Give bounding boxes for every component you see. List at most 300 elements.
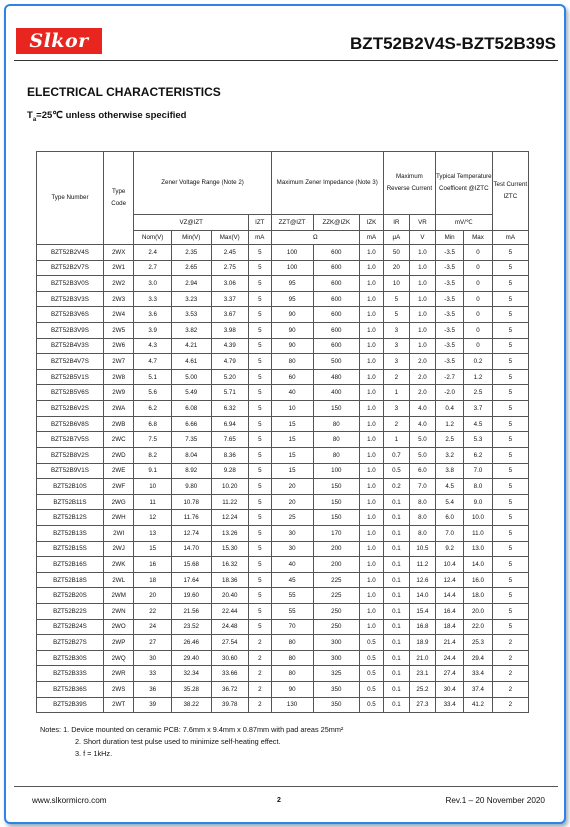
cell-izt: 5 [248,401,271,417]
table-row [37,510,529,526]
cell-vz-nom: 3.0 [134,276,171,292]
cell-zzt: 90 [271,682,313,698]
sub-zzk: ZZK@IZK [313,215,359,231]
cell-type-code: 2W5 [103,323,134,339]
cell-test-current: 5 [492,385,528,401]
cell-zzt: 25 [271,510,313,526]
cell-izk: 1.0 [360,323,384,339]
cell-izt: 5 [248,323,271,339]
cell-ir: 0.1 [383,572,409,588]
cell-zzk: 600 [313,245,359,261]
table-row [37,572,529,588]
cell-vr: 21.0 [409,650,435,666]
cell-vz-min: 2.94 [171,276,211,292]
cell-tc-max: 0 [464,291,492,307]
cell-zzk: 300 [313,635,359,651]
cell-vz-nom: 4.7 [134,354,171,370]
cell-izk: 1.0 [360,619,384,635]
cell-izt: 5 [248,525,271,541]
cell-type-number: BZT52B4V7S [37,354,104,370]
cell-type-number: BZT52B6V8S [37,416,104,432]
cell-vr: 1.0 [409,323,435,339]
cell-type-number: BZT52B24S [37,619,104,635]
cell-izt: 5 [248,432,271,448]
table-row [37,260,529,276]
table-row [37,525,529,541]
cell-type-code: 2WG [103,494,134,510]
cell-tc-min: -3.5 [435,291,463,307]
table-row [37,619,529,635]
cell-type-code: 2WI [103,525,134,541]
table-row [37,401,529,417]
cell-tc-max: 41.2 [464,697,492,713]
cell-tc-min: 33.4 [435,697,463,713]
table-row [37,604,529,620]
cell-type-number: BZT52B22S [37,604,104,620]
sub-mv-per-c: mV/℃ [435,215,492,231]
cell-vz-min: 10.78 [171,494,211,510]
cell-test-current: 5 [492,541,528,557]
cell-vz-nom: 2.4 [134,245,171,261]
col-max-reverse: Maximum Reverse Current [383,152,435,215]
cell-izk: 1.0 [360,479,384,495]
cell-zzt: 30 [271,525,313,541]
cell-type-code: 2WM [103,588,134,604]
cell-tc-min: -2.7 [435,369,463,385]
cell-type-number: BZT52B2V4S [37,245,104,261]
cell-zzk: 150 [313,494,359,510]
cell-zzk: 480 [313,369,359,385]
electrical-characteristics-table [36,151,529,713]
cell-vz-nom: 6.8 [134,416,171,432]
cell-vr: 8.0 [409,510,435,526]
cell-tc-min: -3.5 [435,245,463,261]
cell-izk: 1.0 [360,494,384,510]
cell-type-code: 2WK [103,557,134,573]
cell-izk: 1.0 [360,260,384,276]
cell-izt: 5 [248,447,271,463]
cell-tc-max: 11.0 [464,525,492,541]
cell-vz-max: 22.44 [211,604,248,620]
cell-tc-min: 16.4 [435,604,463,620]
cell-zzt: 55 [271,604,313,620]
header-divider [14,60,558,61]
table-row [37,323,529,339]
cell-vz-max: 30.60 [211,650,248,666]
cell-ir: 0.1 [383,525,409,541]
cell-vr: 27.3 [409,697,435,713]
cell-izt: 5 [248,307,271,323]
cell-vz-max: 16.32 [211,557,248,573]
cell-izk: 1.0 [360,604,384,620]
cell-tc-max: 0.2 [464,354,492,370]
cell-test-current: 5 [492,525,528,541]
cell-vr: 2.0 [409,385,435,401]
cell-vz-min: 9.80 [171,479,211,495]
cell-type-number: BZT52B30S [37,650,104,666]
cell-vz-min: 6.66 [171,416,211,432]
cell-type-number: BZT52B15S [37,541,104,557]
cell-vr: 4.0 [409,416,435,432]
cell-test-current: 2 [492,697,528,713]
cell-izt: 5 [248,385,271,401]
cell-vz-max: 2.45 [211,245,248,261]
cell-test-current: 5 [492,276,528,292]
cell-vr: 1.0 [409,307,435,323]
cell-tc-min: 9.2 [435,541,463,557]
cell-tc-min: 30.4 [435,682,463,698]
cell-ir: 0.1 [383,697,409,713]
cell-type-number: BZT52B12S [37,510,104,526]
cell-test-current: 5 [492,572,528,588]
cell-vz-max: 27.54 [211,635,248,651]
cell-vz-max: 12.24 [211,510,248,526]
cell-izt: 5 [248,354,271,370]
cell-zzk: 200 [313,541,359,557]
cell-tc-max: 9.0 [464,494,492,510]
cell-vz-max: 15.30 [211,541,248,557]
table-row [37,447,529,463]
cell-type-code: 2WS [103,682,134,698]
cell-vz-min: 3.23 [171,291,211,307]
cell-type-code: 2W9 [103,385,134,401]
sub-vr: VR [409,215,435,231]
cell-zzk: 170 [313,525,359,541]
cell-vz-min: 7.35 [171,432,211,448]
cell-vz-max: 24.48 [211,619,248,635]
cell-tc-max: 0 [464,260,492,276]
cell-izt: 5 [248,338,271,354]
cell-zzk: 600 [313,276,359,292]
cell-tc-max: 3.7 [464,401,492,417]
cell-izt: 5 [248,291,271,307]
cell-vz-nom: 18 [134,572,171,588]
unit-tc-min: Min [435,231,463,245]
cell-test-current: 5 [492,291,528,307]
cell-izk: 1.0 [360,432,384,448]
cell-test-current: 2 [492,666,528,682]
cell-vr: 10.5 [409,541,435,557]
cell-type-code: 2WQ [103,650,134,666]
cell-izt: 2 [248,650,271,666]
cell-ir: 0.1 [383,557,409,573]
table-row [37,479,529,495]
cell-tc-min: 10.4 [435,557,463,573]
cell-tc-max: 0 [464,276,492,292]
cell-zzk: 400 [313,385,359,401]
cell-izk: 0.5 [360,697,384,713]
cell-tc-max: 14.0 [464,557,492,573]
cell-vz-max: 11.22 [211,494,248,510]
cell-ir: 5 [383,291,409,307]
cell-vz-max: 8.36 [211,447,248,463]
cell-vz-nom: 13 [134,525,171,541]
cell-vz-min: 23.52 [171,619,211,635]
table-row [37,291,529,307]
note-2: 2. Short duration test pulse used to minimize self-heating effect. [75,737,281,746]
cell-izk: 1.0 [360,291,384,307]
cell-test-current: 5 [492,619,528,635]
cell-type-code: 2W4 [103,307,134,323]
page-number: 2 [277,797,281,804]
cell-vz-max: 33.66 [211,666,248,682]
cell-izt: 2 [248,682,271,698]
cell-zzk: 350 [313,697,359,713]
cell-tc-max: 8.0 [464,479,492,495]
cell-izk: 1.0 [360,338,384,354]
cell-vz-nom: 6.2 [134,401,171,417]
cell-izk: 1.0 [360,525,384,541]
cell-ir: 0.1 [383,494,409,510]
col-max-impedance: Maximum Zener Impedance (Note 3) [271,152,383,215]
cell-vz-max: 39.78 [211,697,248,713]
cell-type-number: BZT52B6V2S [37,401,104,417]
unit-ohm: Ω [271,231,359,245]
cell-vr: 18.9 [409,635,435,651]
cell-ir: 0.1 [383,619,409,635]
cell-tc-min: -3.5 [435,260,463,276]
cell-zzk: 150 [313,401,359,417]
cell-ir: 3 [383,401,409,417]
cell-zzk: 325 [313,666,359,682]
cell-type-code: 2WA [103,401,134,417]
cell-test-current: 5 [492,557,528,573]
cell-vz-max: 3.37 [211,291,248,307]
cell-zzt: 20 [271,494,313,510]
cell-test-current: 5 [492,604,528,620]
cell-zzt: 80 [271,650,313,666]
cell-izk: 0.5 [360,666,384,682]
cell-type-code: 2WJ [103,541,134,557]
cell-zzt: 55 [271,588,313,604]
cell-izt: 5 [248,494,271,510]
cell-vr: 1.0 [409,291,435,307]
cell-vz-nom: 8.2 [134,447,171,463]
cell-test-current: 5 [492,494,528,510]
cell-izt: 5 [248,260,271,276]
cell-zzt: 10 [271,401,313,417]
cell-type-code: 2WR [103,666,134,682]
cell-tc-min: 5.4 [435,494,463,510]
cell-izk: 1.0 [360,541,384,557]
sub-zzt: ZZT@IZT [271,215,313,231]
cell-type-code: 2W8 [103,369,134,385]
col-test-current: Test Current IZTC [492,152,528,231]
cell-izk: 0.5 [360,650,384,666]
table-row [37,245,529,261]
cell-izk: 1.0 [360,557,384,573]
cell-vz-max: 9.28 [211,463,248,479]
unit-izk-ma: mA [360,231,384,245]
cell-test-current: 5 [492,432,528,448]
cell-zzt: 20 [271,479,313,495]
cell-ir: 3 [383,338,409,354]
cell-test-current: 5 [492,463,528,479]
cell-zzk: 350 [313,682,359,698]
cell-ir: 3 [383,354,409,370]
cell-zzt: 30 [271,541,313,557]
cell-ir: 0.1 [383,510,409,526]
cell-vz-nom: 30 [134,650,171,666]
cell-izk: 1.0 [360,354,384,370]
cell-zzk: 600 [313,260,359,276]
cell-vz-min: 5.00 [171,369,211,385]
cell-izt: 2 [248,697,271,713]
cell-type-number: BZT52B13S [37,525,104,541]
col-zener-range: Zener Voltage Range (Note 2) [134,152,271,215]
cell-vr: 1.0 [409,338,435,354]
unit-nom: Nom(V) [134,231,171,245]
cell-type-number: BZT52B9V1S [37,463,104,479]
cell-zzt: 60 [271,369,313,385]
cell-vz-max: 3.98 [211,323,248,339]
cell-type-number: BZT52B7V5S [37,432,104,448]
col-type-number: Type Number [37,152,104,245]
cell-vz-max: 2.75 [211,260,248,276]
cell-vz-max: 6.32 [211,401,248,417]
cell-vr: 25.2 [409,682,435,698]
cell-type-number: BZT52B3V6S [37,307,104,323]
cell-type-number: BZT52B2V7S [37,260,104,276]
cell-test-current: 5 [492,338,528,354]
footer-website: www.slkormicro.com [32,796,107,805]
cell-izt: 5 [248,479,271,495]
cell-type-code: 2WP [103,635,134,651]
cell-vz-nom: 33 [134,666,171,682]
cell-zzt: 15 [271,432,313,448]
cell-type-number: BZT52B3V3S [37,291,104,307]
cell-vr: 23.1 [409,666,435,682]
cell-vz-min: 32.34 [171,666,211,682]
cell-izt: 5 [248,557,271,573]
cell-type-code: 2WL [103,572,134,588]
cell-type-code: 2W6 [103,338,134,354]
cell-ir: 0.7 [383,447,409,463]
cell-vz-min: 3.53 [171,307,211,323]
cell-vr: 16.8 [409,619,435,635]
cell-vz-max: 3.06 [211,276,248,292]
cell-zzt: 15 [271,463,313,479]
cell-ir: 1 [383,432,409,448]
cell-type-number: BZT52B10S [37,479,104,495]
cell-vr: 15.4 [409,604,435,620]
cell-ir: 0.1 [383,650,409,666]
cell-tc-min: 4.5 [435,479,463,495]
cell-zzk: 500 [313,354,359,370]
cell-zzk: 100 [313,463,359,479]
cell-zzk: 600 [313,323,359,339]
cell-zzt: 45 [271,572,313,588]
cell-tc-max: 13.0 [464,541,492,557]
cell-vz-nom: 3.3 [134,291,171,307]
cell-tc-max: 22.0 [464,619,492,635]
cell-vr: 6.0 [409,463,435,479]
cell-zzk: 600 [313,338,359,354]
sub-izk: IZK [360,215,384,231]
cell-tc-max: 0 [464,338,492,354]
cell-type-number: BZT52B4V3S [37,338,104,354]
cell-izt: 5 [248,276,271,292]
cell-tc-min: 2.5 [435,432,463,448]
cell-vz-nom: 11 [134,494,171,510]
cell-test-current: 5 [492,401,528,417]
cell-vz-nom: 15 [134,541,171,557]
cell-vr: 2.0 [409,369,435,385]
cell-vz-min: 21.56 [171,604,211,620]
cell-zzt: 80 [271,635,313,651]
cell-tc-min: -2.0 [435,385,463,401]
cell-tc-min: -3.5 [435,323,463,339]
cell-zzt: 40 [271,385,313,401]
cell-test-current: 5 [492,245,528,261]
cell-izt: 5 [248,572,271,588]
cell-tc-max: 1.2 [464,369,492,385]
cell-zzk: 600 [313,307,359,323]
cell-tc-min: 1.2 [435,416,463,432]
cell-type-code: 2WF [103,479,134,495]
cell-izt: 2 [248,635,271,651]
cell-vz-nom: 2.7 [134,260,171,276]
cell-izt: 5 [248,510,271,526]
cell-tc-max: 5.3 [464,432,492,448]
cell-vz-min: 8.04 [171,447,211,463]
cell-vz-min: 29.40 [171,650,211,666]
cell-type-number: BZT52B3V0S [37,276,104,292]
cell-vz-nom: 22 [134,604,171,620]
cell-test-current: 5 [492,510,528,526]
cell-ir: 1 [383,385,409,401]
cell-zzt: 80 [271,666,313,682]
cell-type-number: BZT52B39S [37,697,104,713]
note-1: 1. Device mounted on ceramic PCB: 7.6mm x 9.4mm x 0.87mm with pad areas 25mm² [63,725,344,734]
cell-tc-min: 6.0 [435,510,463,526]
cell-type-number: BZT52B16S [37,557,104,573]
cell-tc-max: 0 [464,245,492,261]
brand-logo: Slkor [16,28,102,54]
cell-ir: 10 [383,276,409,292]
cell-ir: 0.5 [383,463,409,479]
unit-tc-max: Max [464,231,492,245]
cell-tc-min: 0.4 [435,401,463,417]
cell-vz-min: 8.92 [171,463,211,479]
cell-type-code: 2WE [103,463,134,479]
cell-zzk: 300 [313,650,359,666]
cell-vz-min: 12.74 [171,525,211,541]
cell-ir: 0.1 [383,666,409,682]
cell-vz-min: 19.60 [171,588,211,604]
cell-vz-min: 15.68 [171,557,211,573]
cell-vz-max: 3.67 [211,307,248,323]
cell-zzt: 80 [271,354,313,370]
cell-type-number: BZT52B36S [37,682,104,698]
cell-izt: 5 [248,588,271,604]
cell-vz-min: 2.65 [171,260,211,276]
cell-type-number: BZT52B3V9S [37,323,104,339]
cell-tc-min: 3.2 [435,447,463,463]
cell-vz-max: 20.40 [211,588,248,604]
cell-vz-max: 5.20 [211,369,248,385]
cell-test-current: 5 [492,479,528,495]
cell-vr: 2.0 [409,354,435,370]
cell-vz-nom: 16 [134,557,171,573]
table-row [37,338,529,354]
cell-zzk: 80 [313,447,359,463]
cell-test-current: 2 [492,635,528,651]
cell-vr: 1.0 [409,245,435,261]
cell-tc-max: 6.2 [464,447,492,463]
cell-vz-max: 7.65 [211,432,248,448]
cell-tc-min: -3.5 [435,354,463,370]
